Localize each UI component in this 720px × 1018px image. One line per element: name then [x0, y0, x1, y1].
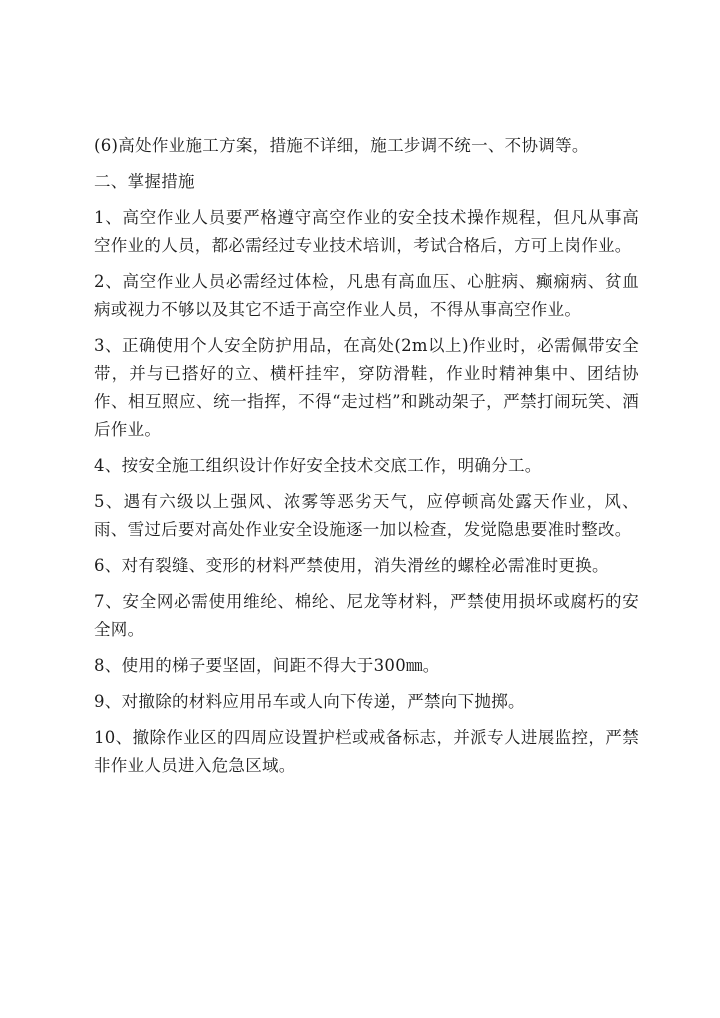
measure-item-3: 3、正确使用个人安全防护用品，在高处(2m以上)作业时，必需佩带安全带，并与已搭好的立、横杆挂牢，穿防滑鞋，作业时精神集中、团结协作、相互照应、统一指挥，不得“走过档”和跳动架子，严禁打闹玩笑、酒后作业。 — [94, 336, 639, 439]
measure-item-2: 2、高空作业人员必需经过体检，凡患有高血压、心脏病、癫痫病、贫血病或视力不够以及其它不适于高空作业人员，不得从事高空作业。 — [94, 272, 639, 319]
measure-item-10: 10、撤除作业区的四周应设置护栏或戒备标志，并派专人进展监控，严禁非作业人员进入危急区域。 — [94, 728, 639, 775]
paragraph-6-plan-issue: (6)高处作业施工方案，措施不详细，施工步调不统一、不协调等。 — [94, 136, 589, 155]
measure-item-8: 8、使用的梯子要坚固，间距不得大于300㎜。 — [94, 656, 440, 675]
measure-item-4: 4、按安全施工组织设计作好安全技术交底工作，明确分工。 — [94, 456, 542, 475]
measure-item-9: 9、对撤除的材料应用吊车或人向下传递，严禁向下抛掷。 — [94, 692, 525, 711]
measure-item-6: 6、对有裂缝、变形的材料严禁使用，消失滑丝的螺栓必需准时更换。 — [94, 556, 609, 575]
measure-item-1: 1、高空作业人员要严格遵守高空作业的安全技术操作规程，但凡从事高空作业的人员，都必需经过专业技术培训，考试合格后，方可上岗作业。 — [94, 208, 639, 255]
measure-item-7: 7、安全网必需使用维纶、棉纶、尼龙等材料，严禁使用损坏或腐朽的安全网。 — [94, 592, 639, 639]
section-heading-control-measures: 二、掌握措施 — [94, 172, 195, 191]
measure-item-5: 5、遇有六级以上强风、浓雾等恶劣天气，应停顿高处露天作业，风、雨、雪过后要对高处作业安全设施逐一加以检查，发觉隐患要准时整改。 — [94, 492, 639, 539]
document-body — [94, 132, 639, 788]
